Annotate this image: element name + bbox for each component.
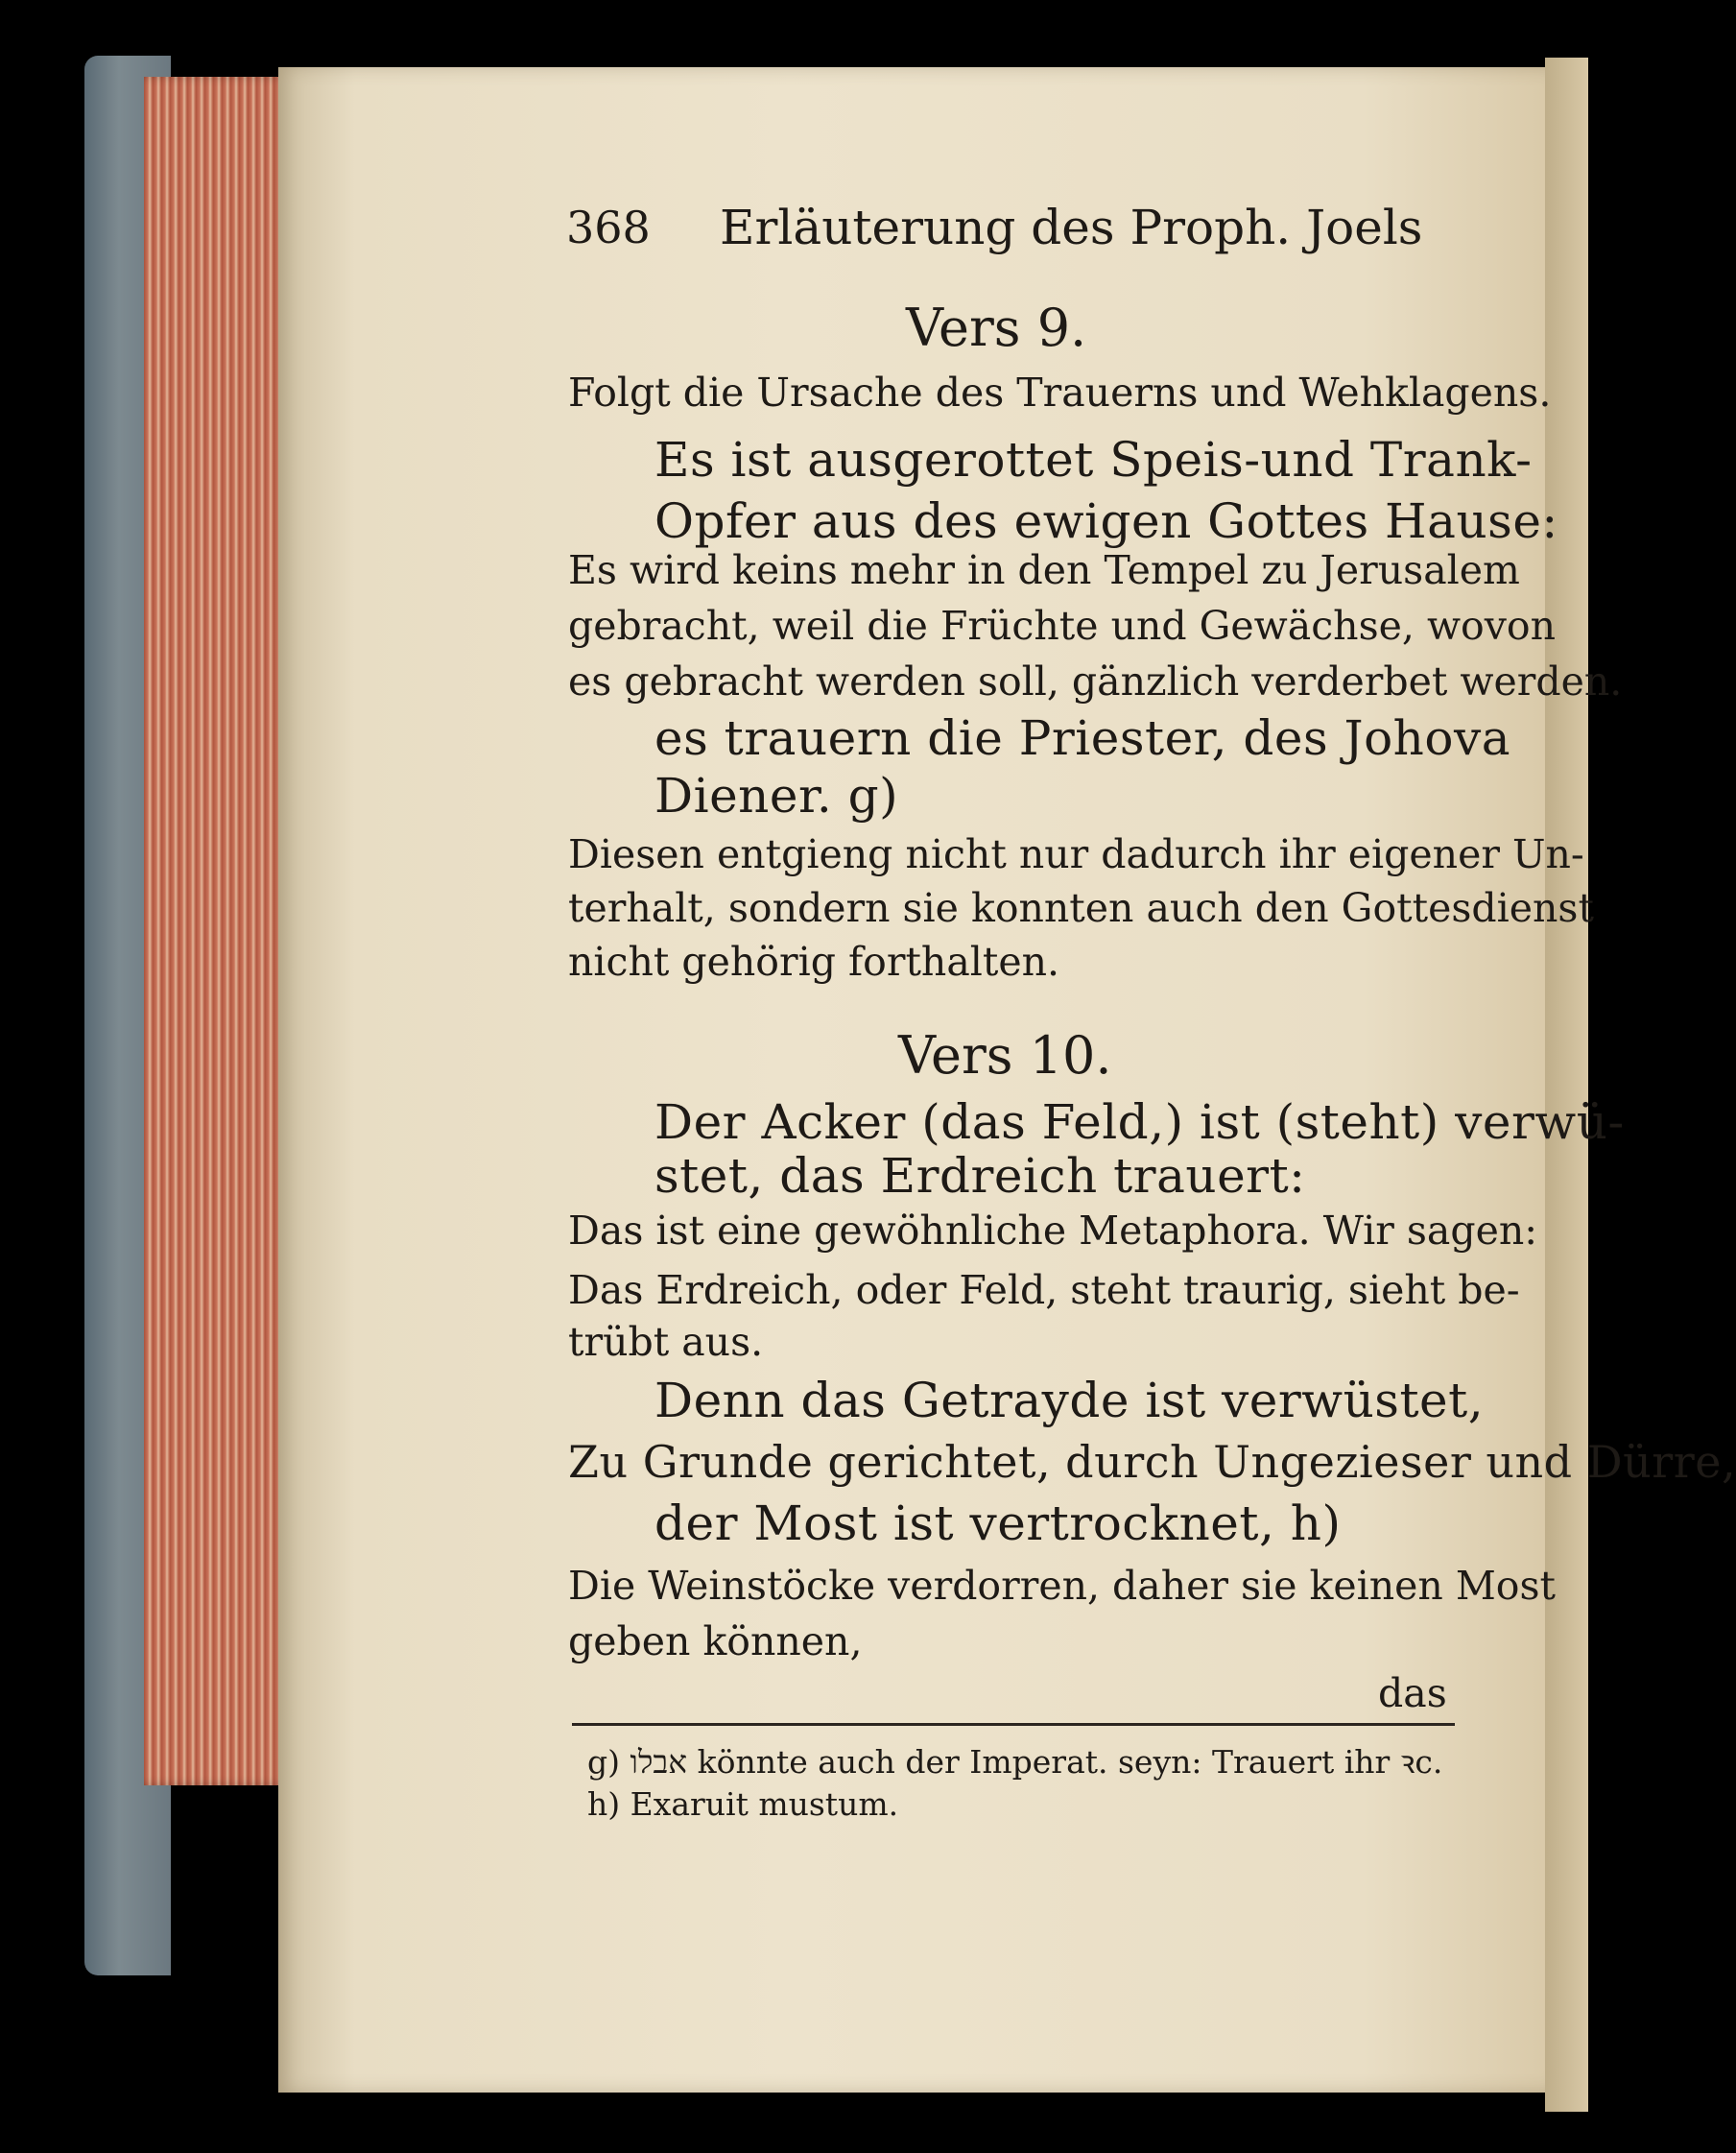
text-line: Diesen entgieng nicht nur dadurch ihr eigener Un- xyxy=(568,831,1584,877)
verse-line: Der Acker (das Feld,) ist (steht) verwü- xyxy=(654,1094,1625,1150)
running-title: Erläuterung des Proph. Joels xyxy=(720,200,1423,255)
text-line: Folgt die Ursache des Trauerns und Wehklagens. xyxy=(568,370,1552,416)
text-line: Die Weinstöcke verdorren, daher sie keinen Most xyxy=(568,1563,1557,1609)
catchword: das xyxy=(1378,1670,1447,1716)
text-line: Es wird keins mehr in den Tempel zu Jerusalem xyxy=(568,547,1520,593)
text-line: trübt aus. xyxy=(568,1319,764,1365)
section-heading: Vers 10. xyxy=(898,1025,1112,1086)
footnote: h) Exaruit mustum. xyxy=(587,1785,899,1823)
verse-line: Diener. g) xyxy=(654,768,899,824)
text-line: terhalt, sondern sie konnten auch den Gottesdienst xyxy=(568,885,1594,931)
page-edges xyxy=(144,77,288,1785)
text-line: Das ist eine gewöhnliche Metaphora. Wir sagen: xyxy=(568,1208,1538,1254)
verse-line: es trauern die Priester, des Johova xyxy=(654,710,1511,766)
text-line: Das Erdreich, oder Feld, steht traurig, sieht be- xyxy=(568,1267,1520,1313)
verse-line: Opfer aus des ewigen Gottes Hause: xyxy=(654,493,1558,549)
footnote-rule xyxy=(572,1723,1455,1726)
section-heading: Vers 9. xyxy=(906,298,1087,358)
text-line: es gebracht werden soll, gänzlich verderbet werden. xyxy=(568,658,1623,705)
facing-page-edge xyxy=(1545,58,1588,2112)
text-line: geben können, xyxy=(568,1618,863,1664)
footnote: g) אבלו könnte auch der Imperat. seyn: Trauert ihr ꝛc. xyxy=(587,1743,1443,1781)
page-number: 368 xyxy=(566,202,651,253)
text-line: nicht gehörig forthalten. xyxy=(568,939,1060,985)
verse-line: Es ist ausgerottet Speis-und Trank- xyxy=(654,432,1533,488)
verse-line: stet, das Erdreich trauert: xyxy=(654,1148,1306,1204)
verse-line: Zu Grunde gerichtet, durch Ungezieser und Dürre, xyxy=(568,1436,1736,1488)
verse-line: Denn das Getrayde ist verwüstet, xyxy=(654,1373,1485,1428)
text-line: gebracht, weil die Früchte und Gewächse, wovon xyxy=(568,603,1556,649)
verse-line: der Most ist vertrocknet, h) xyxy=(654,1495,1342,1551)
